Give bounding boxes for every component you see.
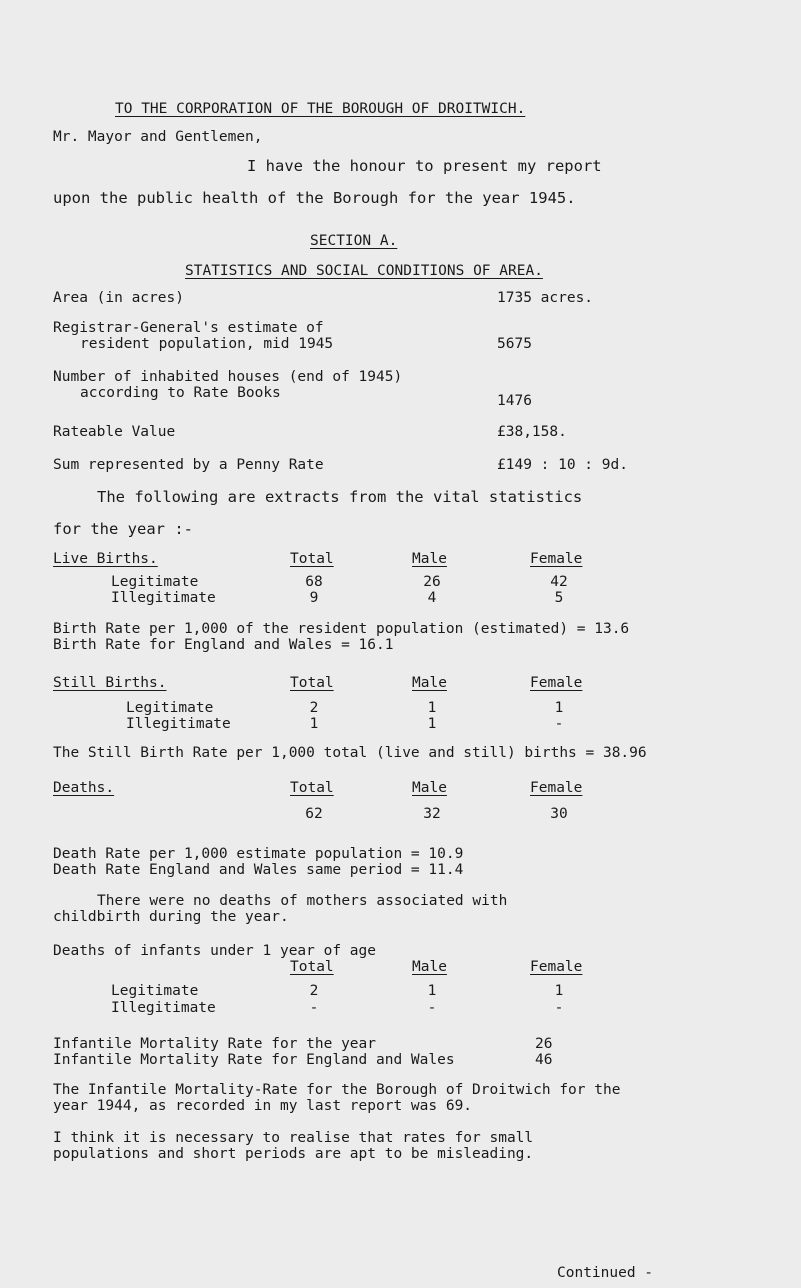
deaths-title: Deaths. [53, 780, 115, 796]
row-label: Legitimate [111, 983, 199, 999]
vital-intro-line-2: for the year :- [53, 520, 193, 538]
infant-rate-value-2: 46 [535, 1052, 553, 1068]
infant-1944-line-2: year 1944, as recorded in my last report was 69. [53, 1098, 473, 1114]
row-label: Illegitimate [126, 716, 231, 732]
death-rate-line-1: Death Rate per 1,000 estimate population = 10.9 [53, 846, 464, 862]
report-heading: TO THE CORPORATION OF THE BOROUGH OF DROITWICH. [115, 101, 526, 117]
cell-total: 2 [309, 700, 319, 716]
birth-rate-line-1: Birth Rate per 1,000 of the resident population (estimated) = 13.6 [53, 621, 630, 637]
cell-male: - [427, 1000, 437, 1016]
infant-deaths-title: Deaths of infants under 1 year of age [53, 943, 377, 959]
header-female: Female [530, 959, 583, 975]
still-births-title: Still Births. [53, 675, 167, 691]
header-female: Female [530, 780, 583, 796]
penny-rate-value: £149 : 10 : 9d. [497, 457, 628, 473]
intro-line-2: upon the public health of the Borough for the year 1945. [53, 189, 576, 207]
area-label: Area (in acres) [53, 290, 184, 306]
header-total: Total [290, 780, 334, 796]
cell-male: 26 [423, 574, 441, 590]
header-male: Male [412, 780, 447, 796]
header-total: Total [290, 959, 334, 975]
maternal-deaths-line-1: There were no deaths of mothers associated with [97, 893, 508, 909]
cell-total: 62 [305, 806, 323, 822]
rateable-value-label: Rateable Value [53, 424, 176, 440]
header-male: Male [412, 551, 447, 567]
section-subtitle: STATISTICS AND SOCIAL CONDITIONS OF AREA. [185, 263, 543, 279]
row-label: Legitimate [126, 700, 214, 716]
cell-female: 42 [550, 574, 568, 590]
infant-rate-label-2: Infantile Mortality Rate for England and Wales [53, 1052, 455, 1068]
birth-rate-line-2: Birth Rate for England and Wales = 16.1 [53, 637, 394, 653]
header-female: Female [530, 551, 583, 567]
cell-male: 32 [423, 806, 441, 822]
cell-male: 1 [427, 700, 437, 716]
continued-note: Continued - [557, 1265, 654, 1281]
header-total: Total [290, 675, 334, 691]
cell-male: 1 [427, 716, 437, 732]
houses-label-line-1: Number of inhabited houses (end of 1945) [53, 369, 403, 385]
section-title: SECTION A. [310, 233, 398, 249]
maternal-deaths-line-2: childbirth during the year. [53, 909, 289, 925]
row-label: Legitimate [111, 574, 199, 590]
cell-male: 1 [427, 983, 437, 999]
cell-total: 9 [309, 590, 319, 606]
header-total: Total [290, 551, 334, 567]
cell-total: 2 [309, 983, 319, 999]
salutation: Mr. Mayor and Gentlemen, [53, 129, 263, 145]
header-male: Male [412, 959, 447, 975]
still-birth-rate: The Still Birth Rate per 1,000 total (live and still) births = 38.96 [53, 745, 647, 761]
cell-male: 4 [427, 590, 437, 606]
infant-1944-line-1: The Infantile Mortality-Rate for the Borough of Droitwich for the [53, 1082, 621, 1098]
population-value: 5675 [497, 336, 532, 352]
rateable-value: £38,158. [497, 424, 567, 440]
penny-rate-label: Sum represented by a Penny Rate [53, 457, 324, 473]
infant-rate-value-1: 26 [535, 1036, 553, 1052]
area-value: 1735 acres. [497, 290, 594, 306]
row-label: Illegitimate [111, 590, 216, 606]
cell-female: 30 [550, 806, 568, 822]
population-label-line-2: resident population, mid 1945 [80, 336, 334, 352]
cell-total: 1 [309, 716, 319, 732]
cell-total: 68 [305, 574, 323, 590]
infant-rate-label-1: Infantile Mortality Rate for the year [53, 1036, 377, 1052]
live-births-title: Live Births. [53, 551, 158, 567]
cell-female: - [554, 716, 564, 732]
cell-female: 1 [554, 700, 564, 716]
intro-line-1: I have the honour to present my report [247, 157, 602, 175]
cell-female: 5 [554, 590, 564, 606]
houses-value: 1476 [497, 393, 532, 409]
population-label-line-1: Registrar-General's estimate of [53, 320, 324, 336]
header-male: Male [412, 675, 447, 691]
header-female: Female [530, 675, 583, 691]
closing-line-2: populations and short periods are apt to be misleading. [53, 1146, 534, 1162]
cell-total: - [309, 1000, 319, 1016]
cell-female: 1 [554, 983, 564, 999]
death-rate-line-2: Death Rate England and Wales same period = 11.4 [53, 862, 464, 878]
cell-female: - [554, 1000, 564, 1016]
vital-intro-line-1: The following are extracts from the vital statistics [97, 488, 583, 506]
houses-label-line-2: according to Rate Books [80, 385, 281, 401]
row-label: Illegitimate [111, 1000, 216, 1016]
closing-line-1: I think it is necessary to realise that rates for small [53, 1130, 534, 1146]
